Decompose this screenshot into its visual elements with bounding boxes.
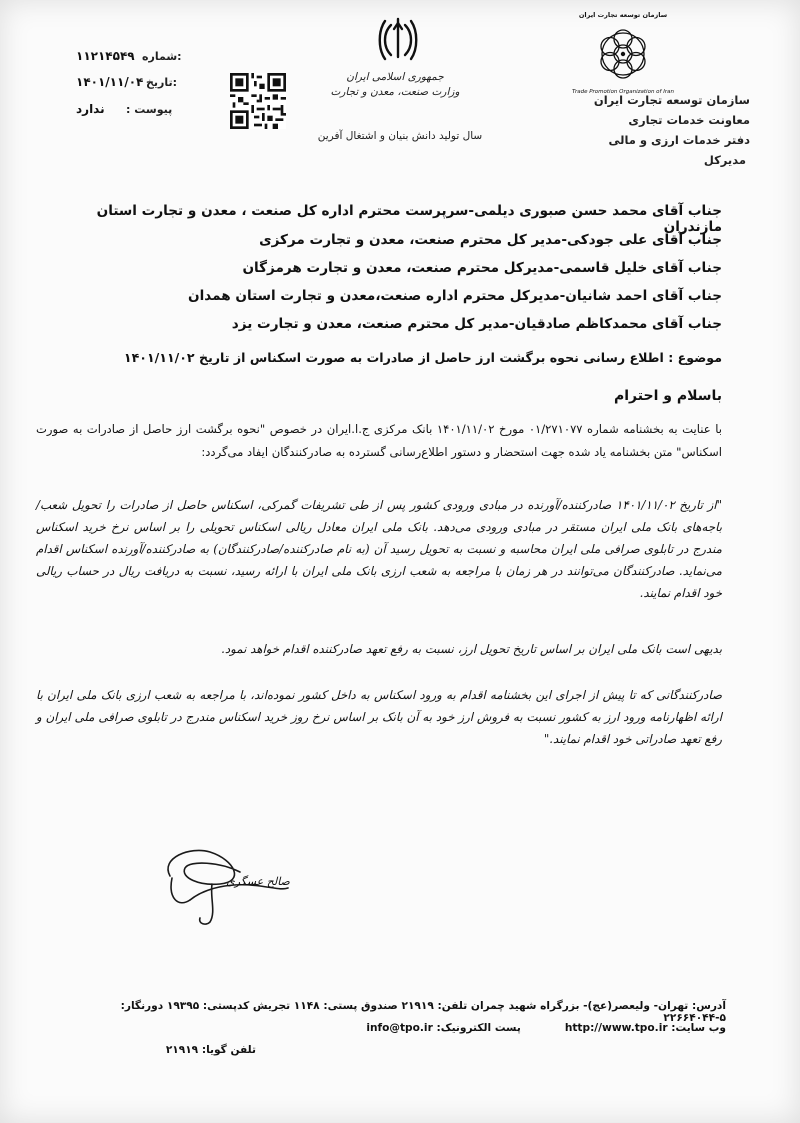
letter-subject: موضوع : اطلاع رسانی نحوه برگشت ارز حاصل از صادرات به صورت اسکناس از تاریخ ۱۴۰۱/۱۱/۰۲ — [123, 350, 722, 365]
logo-arc-text-en: Trade Promotion Organization of Iran — [572, 89, 674, 95]
quote-paragraph: صادرکنندگانی که تا پیش از اجرای این بخشنامه اقدام به ورود اسکناس به داخل کشور نموده‌اند، با مراجعه به شعب ارزی بانک ملی ایران با ارائه اظهارنامه ورود ارز به کشور نسبت به فروش ارز خود به آن بانک بر اساس نرخ روز خرید اسکناس مندرج در تابلوی صرافی ملی ایران و رفع تعهد صادراتی خود اقدام نمایند." — [36, 688, 722, 746]
ministry-line-1: جمهوری اسلامی ایران — [346, 71, 444, 83]
logo-arc-text: سازمان توسعه تجارت ایران — [578, 11, 668, 19]
footer-website[interactable]: وب سایت: http://www.tpo.ir — [564, 1022, 726, 1034]
number-value: ۱۱۲۱۴۵۴۹ — [76, 49, 135, 63]
footer-email[interactable]: پست الکترونیک: info@tpo.ir — [366, 1022, 521, 1034]
signature — [150, 838, 300, 928]
footer-contacts — [80, 1022, 726, 1034]
recipient-line: جناب آقای محمد حسن صبوری دیلمی-سرپرست محترم اداره کل صنعت ، معدن و تجارت استان مازندران — [96, 203, 722, 235]
quote-paragraph: بدیهی است بانک ملی ایران بر اساس تاریخ تحویل ارز، نسبت به رفع تعهد صادرکننده اقدام خواهد نمود. — [221, 642, 722, 656]
date-label: تاریخ: — [146, 76, 178, 89]
org-line: معاونت خدمات تجاری — [628, 113, 750, 127]
org-line: دفتر خدمات ارزی و مالی — [608, 133, 750, 147]
iran-emblem-icon — [376, 15, 420, 63]
recipient-line: جناب آقای خلیل قاسمی-مدیرکل محترم صنعت، معدن و تجارت هرمزگان — [242, 260, 722, 276]
recipient-line: جناب آقای علی جودکی-مدیر کل محترم صنعت، معدن و تجارت مرکزی — [259, 232, 722, 248]
footer-address: آدرس: تهران- ولیعصر(عج)- بزرگراه شهید چمران تلفن: ۲۱۹۱۹ صندوق پستی: ۱۱۴۸ تجریش کدپستی: ۱۹۳۹۵ دورنگار: ۵-۲۲۶۶۴۰۴۴ — [120, 1000, 726, 1024]
tpo-logo-icon — [572, 8, 674, 96]
org-line: سازمان توسعه تجارت ایران — [593, 93, 750, 107]
date-value: ۱۴۰۱/۱۱/۰۴ — [76, 75, 144, 89]
footer-phone — [80, 1044, 726, 1056]
recipient-line: جناب آقای احمد شانیان-مدیرکل محترم اداره صنعت،معدن و تجارت استان همدان — [188, 288, 722, 304]
year-slogan: سال تولید دانش بنیان و اشتغال آفرین — [317, 130, 483, 142]
attachment-value: ندارد — [76, 102, 105, 116]
ministry-name — [330, 70, 460, 100]
ministry-line-2: وزارت صنعت، معدن و تجارت — [330, 86, 460, 98]
attachment-label: پیوست : — [126, 103, 173, 116]
intro-paragraph: با عنایت به بخشنامه شماره ۰۱/۲۷۱۰۷۷ مورخ ۱۴۰۱/۱۱/۰۲ بانک مرکزی ج.ا.ایران در خصوص "نحوه برگشت ارز حاصل از صادرات به صورت اسکناس" متن بخشنامه یاد شده جهت استحضار و دستور اطلاع‌رسانی گسترده به صادرکنندگان ایفاد می‌گردد: — [36, 422, 722, 459]
org-block — [530, 90, 750, 170]
quote-paragraph: "از تاریخ ۱۴۰۱/۱۱/۰۲ صادرکننده/آورنده در مبادی ورودی کشور پس از طی تشریفات گمرکی، اسکناس حاصل از صادرات را تحویل شعب/باجه‌های بانک ملی ایران مستقر در مبادی ورودی می‌دهد. بانک ملی ایران معادل ریالی اسکناس تحویلی را بر اساس نرخ خرید اسکناس مندرج در تابلوی صرافی ملی ایران محاسبه و نسبت به تحویل رسید آن (به نام صادرکننده/صادرکنندگان) به صادرکننده/آورنده اسکناس اقدام می‌نماید. صادرکنندگان می‌توانند در هر زمان با مراجعه به شعب ارزی بانک ملی ایران با ارائه رسید، نسبت به دریافت ریال در حساب ریالی خود اقدام نمایند. — [36, 498, 722, 600]
signature-text: صالح عسگری — [226, 875, 290, 888]
org-line: مدیرکل — [703, 153, 746, 167]
footer-phone-text: تلفن گویا: ۲۱۹۱۹ — [165, 1044, 256, 1056]
qr-code — [230, 73, 286, 129]
greeting: باسلام و احترام — [614, 388, 722, 404]
recipient-line: جناب آقای محمدکاظم صادقیان-مدیر کل محترم صنعت، معدن و تجارت یزد — [231, 316, 722, 332]
number-label: شماره: — [142, 50, 182, 63]
